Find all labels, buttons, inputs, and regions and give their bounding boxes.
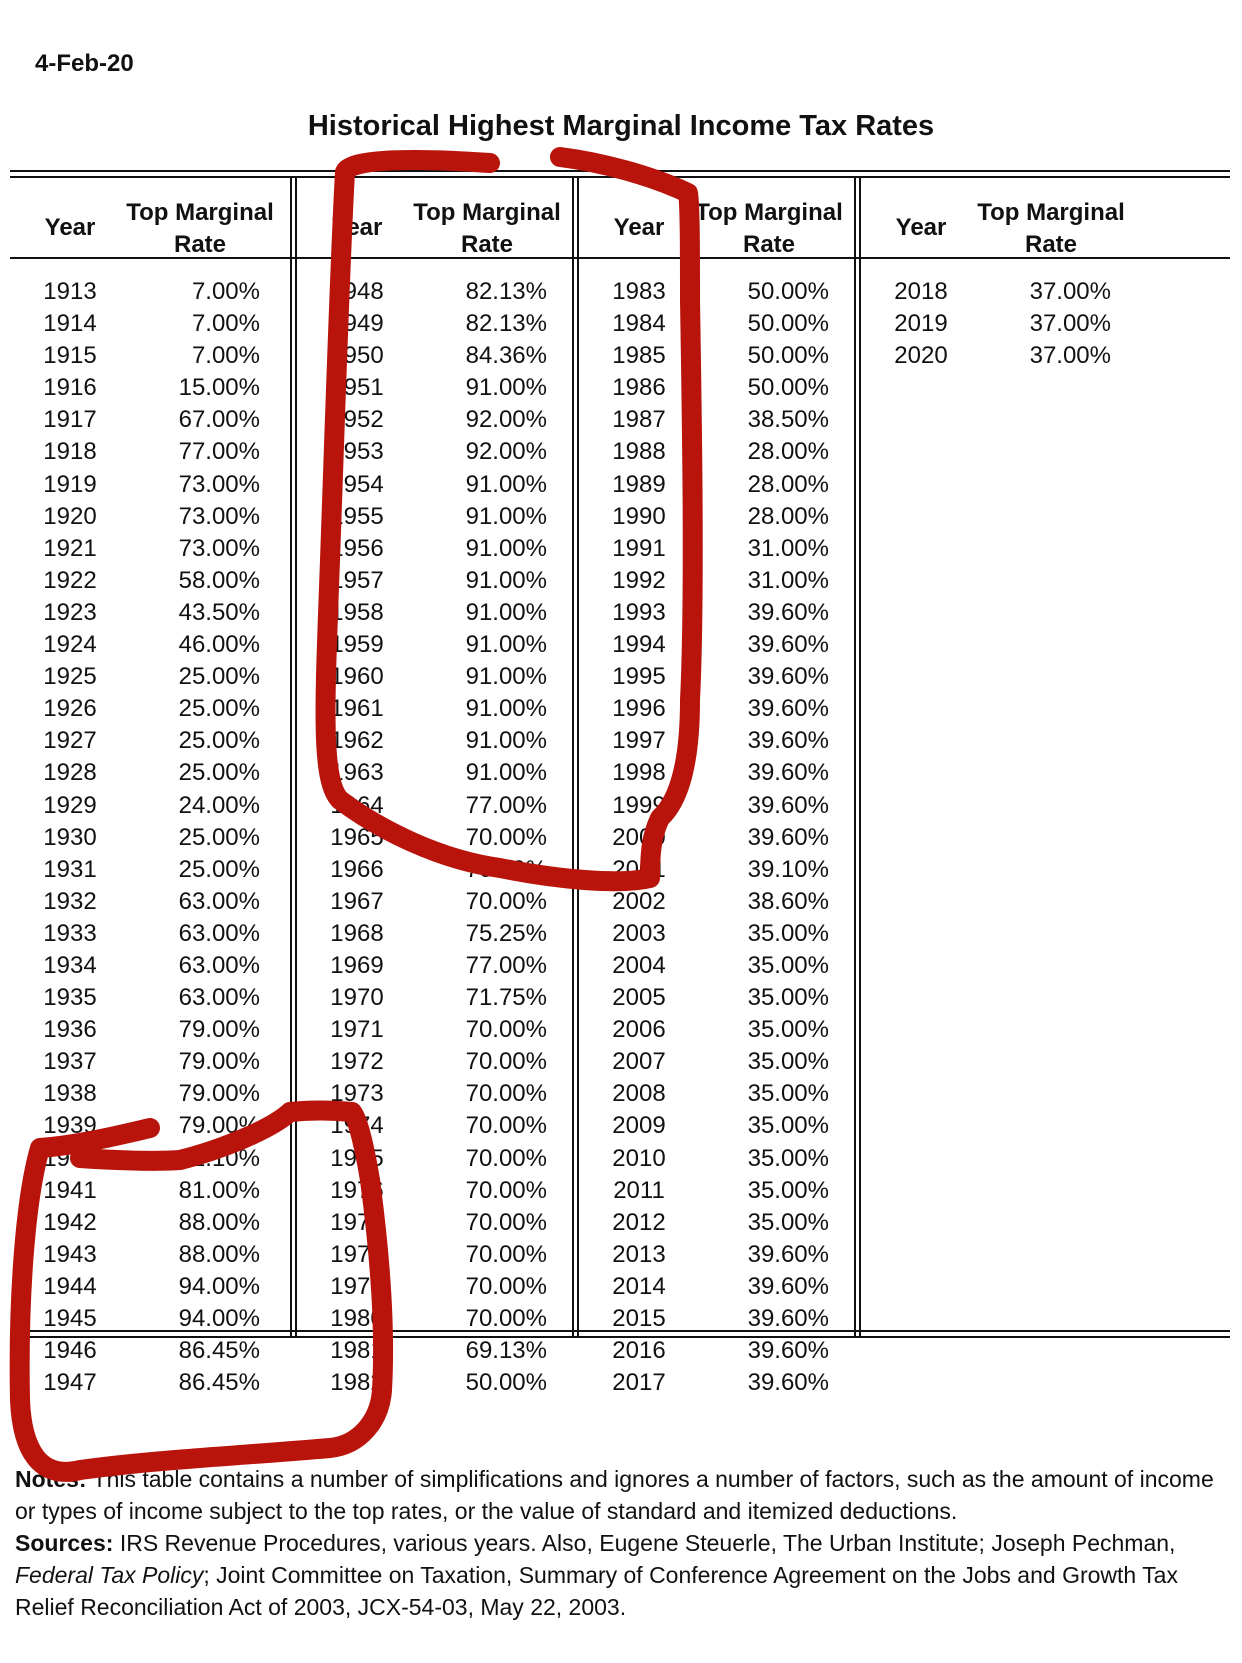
year-cell: 1935: [43, 984, 97, 1012]
year-cell: 2008: [612, 1080, 666, 1108]
year-cell: 2011: [613, 1176, 665, 1204]
year-cell: 1994: [612, 631, 666, 659]
year-cell: 1996: [612, 695, 666, 723]
year-cell: 1951: [330, 374, 384, 402]
rate-cell: 70.00%: [465, 1048, 547, 1076]
year-cell: 1917: [43, 406, 97, 434]
year-cell: 1939: [43, 1112, 97, 1140]
year-cell: 1933: [43, 919, 97, 947]
year-cell: 1953: [330, 438, 384, 466]
rate-cell: 24.00%: [178, 791, 260, 819]
rate-cell: 38.50%: [747, 406, 829, 434]
rate-cell: 35.00%: [747, 951, 829, 979]
rate-cell: 67.00%: [178, 406, 260, 434]
rate-cell: 35.00%: [747, 919, 829, 947]
rate-cell: 46.00%: [178, 631, 260, 659]
year-cell: 1934: [43, 951, 97, 979]
rate-cell: 50.00%: [747, 374, 829, 402]
rate-cell: 39.60%: [747, 695, 829, 723]
rate-cell: 70.00%: [465, 1112, 547, 1140]
rate-cell: 50.00%: [465, 1369, 547, 1397]
rate-cell: 69.13%: [465, 1337, 547, 1365]
rate-cell: 70.00%: [465, 1240, 547, 1268]
rate-cell: 37.00%: [1029, 342, 1111, 370]
rate-cell: 79.00%: [178, 1112, 260, 1140]
year-cell: 1963: [330, 759, 384, 787]
rate-cell: 70.00%: [465, 1016, 547, 1044]
rate-cell: 63.00%: [178, 919, 260, 947]
year-cell: 1945: [43, 1305, 97, 1332]
year-cell: 1932: [43, 887, 97, 915]
year-cell: 1957: [330, 566, 384, 594]
year-cell: 1942: [43, 1208, 97, 1236]
rate-header: Top Marginal Rate: [977, 199, 1125, 258]
year-header: Year: [44, 214, 96, 241]
year-cell: 1995: [612, 663, 666, 691]
rate-cell: 91.00%: [465, 534, 547, 562]
year-cell: 2003: [612, 919, 666, 947]
rate-cell: 92.00%: [465, 406, 547, 434]
rate-cell: 91.00%: [465, 502, 547, 530]
year-cell: 1969: [330, 951, 384, 979]
year-cell: 1998: [612, 759, 666, 787]
year-cell: 1971: [330, 1016, 384, 1044]
rate-cell: 25.00%: [178, 759, 260, 787]
rate-cell: 77.00%: [465, 951, 547, 979]
rate-cell: 91.00%: [465, 727, 547, 755]
rate-cell: 70.00%: [465, 855, 547, 883]
rate-cell: 15.00%: [178, 374, 260, 402]
year-cell: 1967: [330, 887, 384, 915]
year-cell: 1915: [43, 342, 97, 370]
year-cell: 1944: [43, 1272, 97, 1300]
rate-cell: 94.00%: [178, 1272, 260, 1300]
year-cell: 1987: [612, 406, 666, 434]
rate-cell: 39.60%: [747, 823, 829, 851]
year-cell: 2001: [612, 855, 666, 883]
rate-cell: 81.00%: [178, 1176, 260, 1204]
date-label: 4-Feb-20: [35, 50, 134, 77]
year-cell: 1949: [330, 310, 384, 338]
rate-cell: 86.45%: [178, 1369, 260, 1397]
year-cell: 2007: [612, 1048, 666, 1076]
year-cell: 1928: [43, 759, 97, 787]
year-cell: 1943: [43, 1240, 97, 1268]
rate-cell: 35.00%: [747, 984, 829, 1012]
year-header: Year: [331, 214, 383, 241]
year-cell: 1985: [612, 342, 666, 370]
rate-cell: 39.60%: [747, 631, 829, 659]
red-circle-annotation-1948-1966: [326, 157, 693, 881]
rate-cell: 39.60%: [747, 1337, 829, 1365]
year-cell: 1975: [330, 1144, 384, 1172]
year-cell: 2014: [612, 1272, 666, 1300]
rate-cell: 91.00%: [465, 374, 547, 402]
year-cell: 1988: [612, 438, 666, 466]
rate-cell: 43.50%: [178, 598, 260, 626]
rate-cell: 94.00%: [178, 1305, 260, 1332]
rate-cell: 71.75%: [465, 984, 547, 1012]
year-cell: 1926: [43, 695, 97, 723]
rate-header: Top Marginal Rate: [413, 199, 561, 258]
year-cell: 1982: [330, 1369, 384, 1397]
rate-cell: 28.00%: [747, 470, 829, 498]
year-cell: 1947: [43, 1369, 97, 1397]
rate-cell: 82.13%: [465, 310, 547, 338]
sources-italic: Federal Tax Policy: [15, 1562, 204, 1588]
rate-cell: 91.00%: [465, 566, 547, 594]
year-cell: 1941: [43, 1176, 97, 1204]
year-cell: 1927: [43, 727, 97, 755]
rate-cell: 73.00%: [178, 470, 260, 498]
year-cell: 1999: [612, 791, 666, 819]
rate-cell: 35.00%: [747, 1048, 829, 1076]
rate-cell: 25.00%: [178, 855, 260, 883]
year-cell: 1989: [612, 470, 666, 498]
rate-cell: 75.25%: [465, 919, 547, 947]
year-cell: 1965: [330, 823, 384, 851]
rate-cell: 7.00%: [191, 310, 260, 338]
year-cell: 1974: [330, 1112, 384, 1140]
rate-cell: 77.00%: [465, 791, 547, 819]
year-cell: 1940: [43, 1144, 97, 1172]
year-cell: 2004: [612, 951, 666, 979]
year-cell: 1923: [43, 598, 97, 626]
rate-cell: 91.00%: [465, 631, 547, 659]
rate-cell: 28.00%: [747, 502, 829, 530]
rate-cell: 35.00%: [747, 1208, 829, 1236]
rate-cell: 77.00%: [178, 438, 260, 466]
rate-cell: 58.00%: [178, 566, 260, 594]
year-cell: 2019: [894, 310, 948, 338]
rate-cell: 73.00%: [178, 534, 260, 562]
rate-cell: 31.00%: [747, 534, 829, 562]
rate-cell: 63.00%: [178, 984, 260, 1012]
year-cell: 2002: [612, 887, 666, 915]
rate-cell: 79.00%: [178, 1016, 260, 1044]
year-cell: 1978: [330, 1240, 384, 1268]
year-cell: 1955: [330, 502, 384, 530]
year-cell: 1968: [330, 919, 384, 947]
rate-cell: 31.00%: [747, 566, 829, 594]
year-cell: 1929: [43, 791, 97, 819]
year-cell: 1976: [330, 1176, 384, 1204]
rate-cell: 39.60%: [747, 791, 829, 819]
year-cell: 1980: [330, 1305, 384, 1332]
year-cell: 1984: [612, 310, 666, 338]
year-cell: 1964: [330, 791, 384, 819]
rate-cell: 73.00%: [178, 502, 260, 530]
rate-cell: 79.00%: [178, 1048, 260, 1076]
year-cell: 1960: [330, 663, 384, 691]
year-cell: 2016: [612, 1337, 666, 1365]
rate-cell: 25.00%: [178, 727, 260, 755]
rate-cell: 91.00%: [465, 598, 547, 626]
year-cell: 2020: [894, 342, 948, 370]
year-cell: 1937: [43, 1048, 97, 1076]
rate-cell: 92.00%: [465, 438, 547, 466]
year-cell: 2015: [612, 1305, 666, 1332]
rate-cell: 70.00%: [465, 1305, 547, 1332]
rate-cell: 37.00%: [1029, 310, 1111, 338]
rate-cell: 63.00%: [178, 951, 260, 979]
year-cell: 1973: [330, 1080, 384, 1108]
rate-cell: 70.00%: [465, 823, 547, 851]
year-cell: 1922: [43, 566, 97, 594]
rate-cell: 50.00%: [747, 310, 829, 338]
rate-cell: 28.00%: [747, 438, 829, 466]
rate-cell: 39.60%: [747, 1272, 829, 1300]
year-cell: 1962: [330, 727, 384, 755]
year-cell: 1961: [330, 695, 384, 723]
rate-cell: 35.00%: [747, 1016, 829, 1044]
year-cell: 1919: [43, 470, 97, 498]
year-cell: 1948: [330, 278, 384, 305]
rate-cell: 38.60%: [747, 887, 829, 915]
rate-cell: 39.60%: [747, 663, 829, 691]
sources-label: Sources:: [15, 1530, 114, 1556]
notes-label: Notes:: [15, 1466, 87, 1492]
year-cell: 1918: [43, 438, 97, 466]
rate-cell: 37.00%: [1029, 278, 1111, 305]
year-cell: 2018: [894, 278, 948, 305]
rate-cell: 88.00%: [178, 1240, 260, 1268]
rate-cell: 25.00%: [178, 663, 260, 691]
rate-cell: 39.60%: [747, 1369, 829, 1397]
year-cell: 1958: [330, 598, 384, 626]
rate-cell: 39.60%: [747, 1240, 829, 1268]
year-cell: 2009: [612, 1112, 666, 1140]
year-cell: 1959: [330, 631, 384, 659]
rate-cell: 91.00%: [465, 663, 547, 691]
rate-cell: 70.00%: [465, 1272, 547, 1300]
rate-cell: 50.00%: [747, 342, 829, 370]
rate-cell: 7.00%: [191, 342, 260, 370]
year-cell: 1925: [43, 663, 97, 691]
rate-cell: 81.10%: [178, 1144, 260, 1172]
rate-cell: 91.00%: [465, 695, 547, 723]
year-cell: 1924: [43, 631, 97, 659]
year-cell: 1914: [43, 310, 97, 338]
year-cell: 1921: [43, 534, 97, 562]
year-cell: 2005: [612, 984, 666, 1012]
year-cell: 1981: [330, 1337, 384, 1365]
year-cell: 1990: [612, 502, 666, 530]
rate-cell: 70.00%: [465, 1080, 547, 1108]
rate-cell: 88.00%: [178, 1208, 260, 1236]
year-cell: 1956: [330, 534, 384, 562]
year-cell: 1993: [612, 598, 666, 626]
year-cell: 2012: [612, 1208, 666, 1236]
year-cell: 1936: [43, 1016, 97, 1044]
year-cell: 1930: [43, 823, 97, 851]
rate-cell: 70.00%: [465, 1144, 547, 1172]
rate-cell: 35.00%: [747, 1080, 829, 1108]
rate-cell: 63.00%: [178, 887, 260, 915]
rate-cell: 39.60%: [747, 759, 829, 787]
year-cell: 1946: [43, 1337, 97, 1365]
rate-cell: 86.45%: [178, 1337, 260, 1365]
sources-text-1: IRS Revenue Procedures, various years. Also, Eugene Steuerle, The Urban Institute; Joseph Pechman,: [113, 1530, 1176, 1556]
rate-cell: 7.00%: [191, 278, 260, 305]
red-circle-annotation-1940-1947: [20, 1111, 383, 1472]
rate-cell: 91.00%: [465, 470, 547, 498]
year-cell: 1972: [330, 1048, 384, 1076]
rate-cell: 39.60%: [747, 598, 829, 626]
rate-cell: 35.00%: [747, 1144, 829, 1172]
rate-cell: 25.00%: [178, 823, 260, 851]
year-header: Year: [613, 214, 665, 241]
sources-text-2: ; Joint Committee on Taxation, Summary of Conference Agreement on the Jobs and Growth Tax Relief Reconciliation Act of 2003, JCX-54-03, May 22, 2003.: [15, 1562, 1178, 1620]
year-cell: 1977: [330, 1208, 384, 1236]
year-cell: 1920: [43, 502, 97, 530]
rate-cell: 39.60%: [747, 1305, 829, 1332]
year-cell: 1991: [612, 534, 666, 562]
rate-cell: 39.10%: [747, 855, 829, 883]
notes-text: This table contains a number of simplifications and ignores a number of factors, such as the amount of income or types of income subject to the top rates, or the value of standard and itemized deductions.: [15, 1466, 1214, 1524]
year-cell: 1986: [612, 374, 666, 402]
rate-cell: 35.00%: [747, 1176, 829, 1204]
rate-cell: 79.00%: [178, 1080, 260, 1108]
year-cell: 1916: [43, 374, 97, 402]
year-cell: 1983: [612, 278, 666, 305]
rate-cell: 70.00%: [465, 1208, 547, 1236]
year-cell: 1997: [612, 727, 666, 755]
year-cell: 1931: [43, 855, 97, 883]
year-cell: 2006: [612, 1016, 666, 1044]
rate-cell: 91.00%: [465, 759, 547, 787]
rate-cell: 70.00%: [465, 1176, 547, 1204]
year-cell: 1979: [330, 1272, 384, 1300]
year-header: Year: [895, 214, 947, 241]
year-cell: 2010: [612, 1144, 666, 1172]
year-cell: 1952: [330, 406, 384, 434]
rate-cell: 39.60%: [747, 727, 829, 755]
rate-cell: 35.00%: [747, 1112, 829, 1140]
year-cell: 1992: [612, 566, 666, 594]
year-cell: 2013: [612, 1240, 666, 1268]
rate-header: Top Marginal Rate: [126, 199, 274, 258]
rate-header: Top Marginal Rate: [695, 199, 843, 258]
year-cell: 1950: [330, 342, 384, 370]
rate-cell: 70.00%: [465, 887, 547, 915]
rate-cell: 82.13%: [465, 278, 547, 305]
rate-cell: 84.36%: [465, 342, 547, 370]
year-cell: 1913: [43, 278, 97, 305]
title-text: Historical Highest Marginal Income Tax Rates: [307, 110, 935, 142]
rate-cell: 25.00%: [178, 695, 260, 723]
year-cell: 2000: [612, 823, 666, 851]
year-cell: 1938: [43, 1080, 97, 1108]
year-cell: 2017: [612, 1369, 666, 1397]
year-cell: 1954: [330, 470, 384, 498]
year-cell: 1966: [330, 855, 384, 883]
rate-cell: 50.00%: [747, 278, 829, 305]
year-cell: 1970: [330, 984, 384, 1012]
